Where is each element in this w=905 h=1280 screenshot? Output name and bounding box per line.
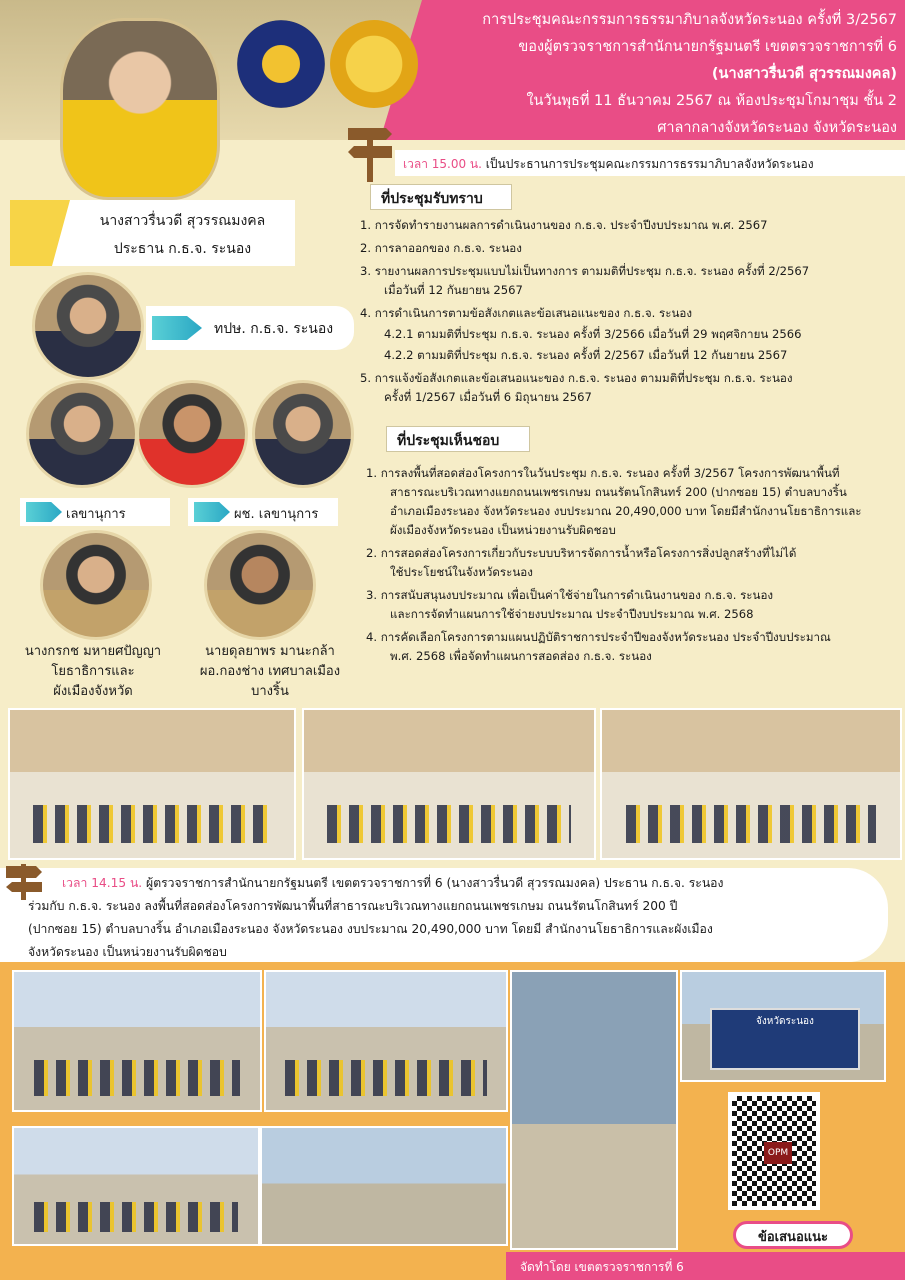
advisor-role: ทปษ. ก.ธ.จ. ระนอง xyxy=(214,321,334,337)
header-line-5: ศาลากลางจังหวัดระนอง จังหวัดระนอง xyxy=(657,120,897,136)
province-seal-icon xyxy=(237,20,325,108)
photo-people xyxy=(285,1060,487,1096)
header-title xyxy=(380,0,905,140)
header-line-1: การประชุมคณะกรรมการธรรมาภิบาลจังหวัดระนอง ครั้งที่ 3/2567 xyxy=(482,12,897,28)
banner-accent xyxy=(10,200,70,266)
secretary-position-1: โยธาธิการและ xyxy=(51,664,135,679)
acknowledge-item: 5. การแจ้งข้อสังเกตและข้อเสนอแนะของ ก.ธ.จ. ระนอง ตามมติที่ประชุม ก.ธ.จ. ระนอง xyxy=(360,371,793,385)
site-photo-2 xyxy=(264,970,508,1112)
site-photo-tower xyxy=(510,970,678,1250)
header-line-4: ในวันพุธที่ 11 ธันวาคม 2567 ณ ห้องประชุมโกมาชุม ชั้น 2 xyxy=(526,93,897,109)
secretary-photo xyxy=(40,530,152,640)
asst-secretary-role: ผช. เลขานุการ xyxy=(234,507,319,522)
asst-secretary-photo xyxy=(204,530,316,640)
time-14-line-4: จังหวัดระนอง เป็นหน่วยงานรับผิดชอบ xyxy=(28,945,227,959)
site-photo-signboard xyxy=(680,970,886,1082)
acknowledge-subitem: 4.2.2 ตามมติที่ประชุม ก.ธ.จ. ระนอง ครั้งที่ 2/2567 เมื่อวันที่ 12 กันยายน 2567 xyxy=(384,348,788,362)
proposal-button[interactable]: ข้อเสนอแนะ xyxy=(733,1221,853,1249)
photo-people xyxy=(34,1202,239,1232)
photo-people xyxy=(33,805,272,843)
arrow-icon xyxy=(152,316,202,340)
approve-item: 3. การสนับสนุนงบประมาณ เพื่อเป็นค่าใช้จ่ายในการดำเนินงานของ ก.ธ.จ. ระนอง xyxy=(366,588,774,602)
asst-secretary-tag xyxy=(188,498,338,526)
secretary-caption xyxy=(8,642,178,702)
member-photo-1 xyxy=(26,380,138,488)
acknowledge-item: 3. รายงานผลการประชุมแบบไม่เป็นทางการ ตามมติที่ประชุม ก.ธ.จ. ระนอง ครั้งที่ 2/2567 xyxy=(360,264,810,278)
signboard-title: จังหวัดระนอง xyxy=(756,1016,814,1027)
signpost-icon xyxy=(4,860,44,900)
advisor-photo xyxy=(32,272,144,380)
arrow-icon xyxy=(26,502,62,522)
approve-item: 4. การคัดเลือกโครงการตามแผนปฏิบัติราชการประจำปีของจังหวัดระนอง ประจำปีงบประมาณ xyxy=(366,630,831,644)
member-photo-3 xyxy=(252,380,354,488)
header-line-3: (นางสาวรื่นวดี สุวรรณมงคล) xyxy=(711,66,897,82)
time-15-label: เวลา 15.00 น. xyxy=(403,157,482,171)
time-15-row xyxy=(395,150,905,176)
acknowledge-item: 2. การลาออกของ ก.ธ.จ. ระนอง xyxy=(360,241,522,255)
photo-people xyxy=(34,1060,241,1096)
approve-item-cont: และการจัดทำแผนการใช้จ่ายงบประมาณ ประจำปีงบประมาณ พ.ศ. 2568 xyxy=(390,607,754,621)
project-signboard xyxy=(710,1008,860,1070)
acknowledge-item: 1. การจัดทำรายงานผลการดำเนินงานของ ก.ธ.จ. ประจำปีงบประมาณ พ.ศ. 2567 xyxy=(360,218,768,232)
approve-list xyxy=(366,464,904,666)
footer-credit: จัดทำโดย เขตตรวจราชการที่ 6 xyxy=(506,1252,905,1280)
acknowledge-list xyxy=(360,216,900,407)
time-14-label: เวลา 14.15 น. xyxy=(62,876,143,890)
time-14-line-3: (ปากซอย 15) ตำบลบางริ้น อำเภอเมืองระนอง จังหวัดระนอง งบประมาณ 20,490,000 บาท โดยมี สำนักงานโยธาธิการและผังเมือง xyxy=(28,922,713,936)
meeting-photo-3 xyxy=(600,708,902,860)
site-photo-3 xyxy=(12,1126,260,1246)
acknowledge-item: 4. การดำเนินการตามข้อสังเกตและข้อเสนอแนะของ ก.ธ.จ. ระนอง xyxy=(360,306,693,320)
asst-secretary-name: นายดุลยาพร มานะกล้า xyxy=(205,644,335,659)
qr-code[interactable] xyxy=(728,1092,820,1210)
asst-secretary-position-2: บางริ้น xyxy=(251,684,289,699)
qr-logo: OPM xyxy=(764,1142,792,1164)
chair-photo xyxy=(60,18,220,200)
arrow-icon xyxy=(194,502,230,522)
secretary-position-2: ผังเมืองจังหวัด xyxy=(53,684,133,699)
chair-name: นางสาวรื่นวดี สุวรรณมงคล xyxy=(99,213,266,229)
approve-item-cont: สาธารณะบริเวณทางแยกถนนเพชรเกษม ถนนรัตนโกสินทร์ 200 (ปากซอย 15) ตำบลบางริ้น xyxy=(390,485,847,499)
photo-people xyxy=(626,805,876,843)
approve-item-cont: ใช้ประโยชน์ในจังหวัดระนอง xyxy=(390,565,533,579)
approve-item-cont: อำเภอเมืองระนอง จังหวัดระนอง งบประมาณ 20,490,000 บาท โดยมีสำนักงานโยธาธิการและ xyxy=(390,504,862,518)
opm-seal-icon xyxy=(330,20,418,108)
site-photo-4 xyxy=(260,1126,508,1246)
acknowledge-item-cont: เมื่อวันที่ 12 กันยายน 2567 xyxy=(384,283,523,297)
advisor-tag xyxy=(146,306,354,350)
chair-title: ประธาน ก.ธ.จ. ระนอง xyxy=(113,241,252,257)
photo-people xyxy=(327,805,571,843)
acknowledge-subitem: 4.2.1 ตามมติที่ประชุม ก.ธ.จ. ระนอง ครั้งที่ 3/2566 เมื่อวันที่ 29 พฤศจิกายน 2566 xyxy=(384,327,802,341)
secretary-name: นางกรกช มหายศปัญญา xyxy=(24,644,162,659)
time-14-line-1 xyxy=(62,872,723,895)
site-photo-1 xyxy=(12,970,262,1112)
approve-item: 1. การลงพื้นที่สอดส่องโครงการในวันประชุม ก.ธ.จ. ระนอง ครั้งที่ 3/2567 โครงการพัฒนาพื้นที่ xyxy=(366,466,840,480)
asst-secretary-caption xyxy=(180,642,360,702)
signpost-icon xyxy=(346,120,394,182)
meeting-photo-1 xyxy=(8,708,296,860)
header-line-2: ของผู้ตรวจราชการสำนักนายกรัฐมนตรี เขตตรวจราชการที่ 6 xyxy=(518,39,897,55)
approve-item-cont: พ.ศ. 2568 เพื่อจัดทำแผนการสอดส่อง ก.ธ.จ. ระนอง xyxy=(390,649,652,663)
secretary-role: เลขานุการ xyxy=(66,507,126,522)
time-14-line-2: ร่วมกับ ก.ธ.จ. ระนอง ลงพื้นที่สอดส่องโครงการพัฒนาพื้นที่สาธารณะบริเวณทางแยกถนนเพชรเกษม ถนนรัตนโกสินทร์ 200 ปี xyxy=(28,899,678,913)
acknowledge-item-cont: ครั้งที่ 1/2567 เมื่อวันที่ 6 มิถุนายน 2567 xyxy=(384,390,592,404)
approve-item: 2. การสอดส่องโครงการเกี่ยวกับระบบบริหารจัดการน้ำหรือโครงการสิ่งปลูกสร้างที่ไม่ได้ xyxy=(366,546,797,560)
acknowledge-heading: ที่ประชุมรับทราบ xyxy=(370,184,512,210)
member-photo-2 xyxy=(136,380,248,488)
time-15-text: เป็นประธานการประชุมคณะกรรมการธรรมาภิบาลจังหวัดระนอง xyxy=(485,157,814,171)
approve-heading: ที่ประชุมเห็นชอบ xyxy=(386,426,530,452)
meeting-photo-2 xyxy=(302,708,596,860)
asst-secretary-position-1: ผอ.กองช่าง เทศบาลเมือง xyxy=(199,664,341,679)
secretary-tag xyxy=(20,498,170,526)
time-14-text-1: ผู้ตรวจราชการสำนักนายกรัฐมนตรี เขตตรวจราชการที่ 6 (นางสาวรื่นวดี สุวรรณมงคล) ประธาน ก.ธ.จ. ระนอง xyxy=(146,876,724,890)
approve-item-cont: ผังเมืองจังหวัดระนอง เป็นหน่วยงานรับผิดชอบ xyxy=(390,523,616,537)
chair-name-banner xyxy=(10,200,295,266)
